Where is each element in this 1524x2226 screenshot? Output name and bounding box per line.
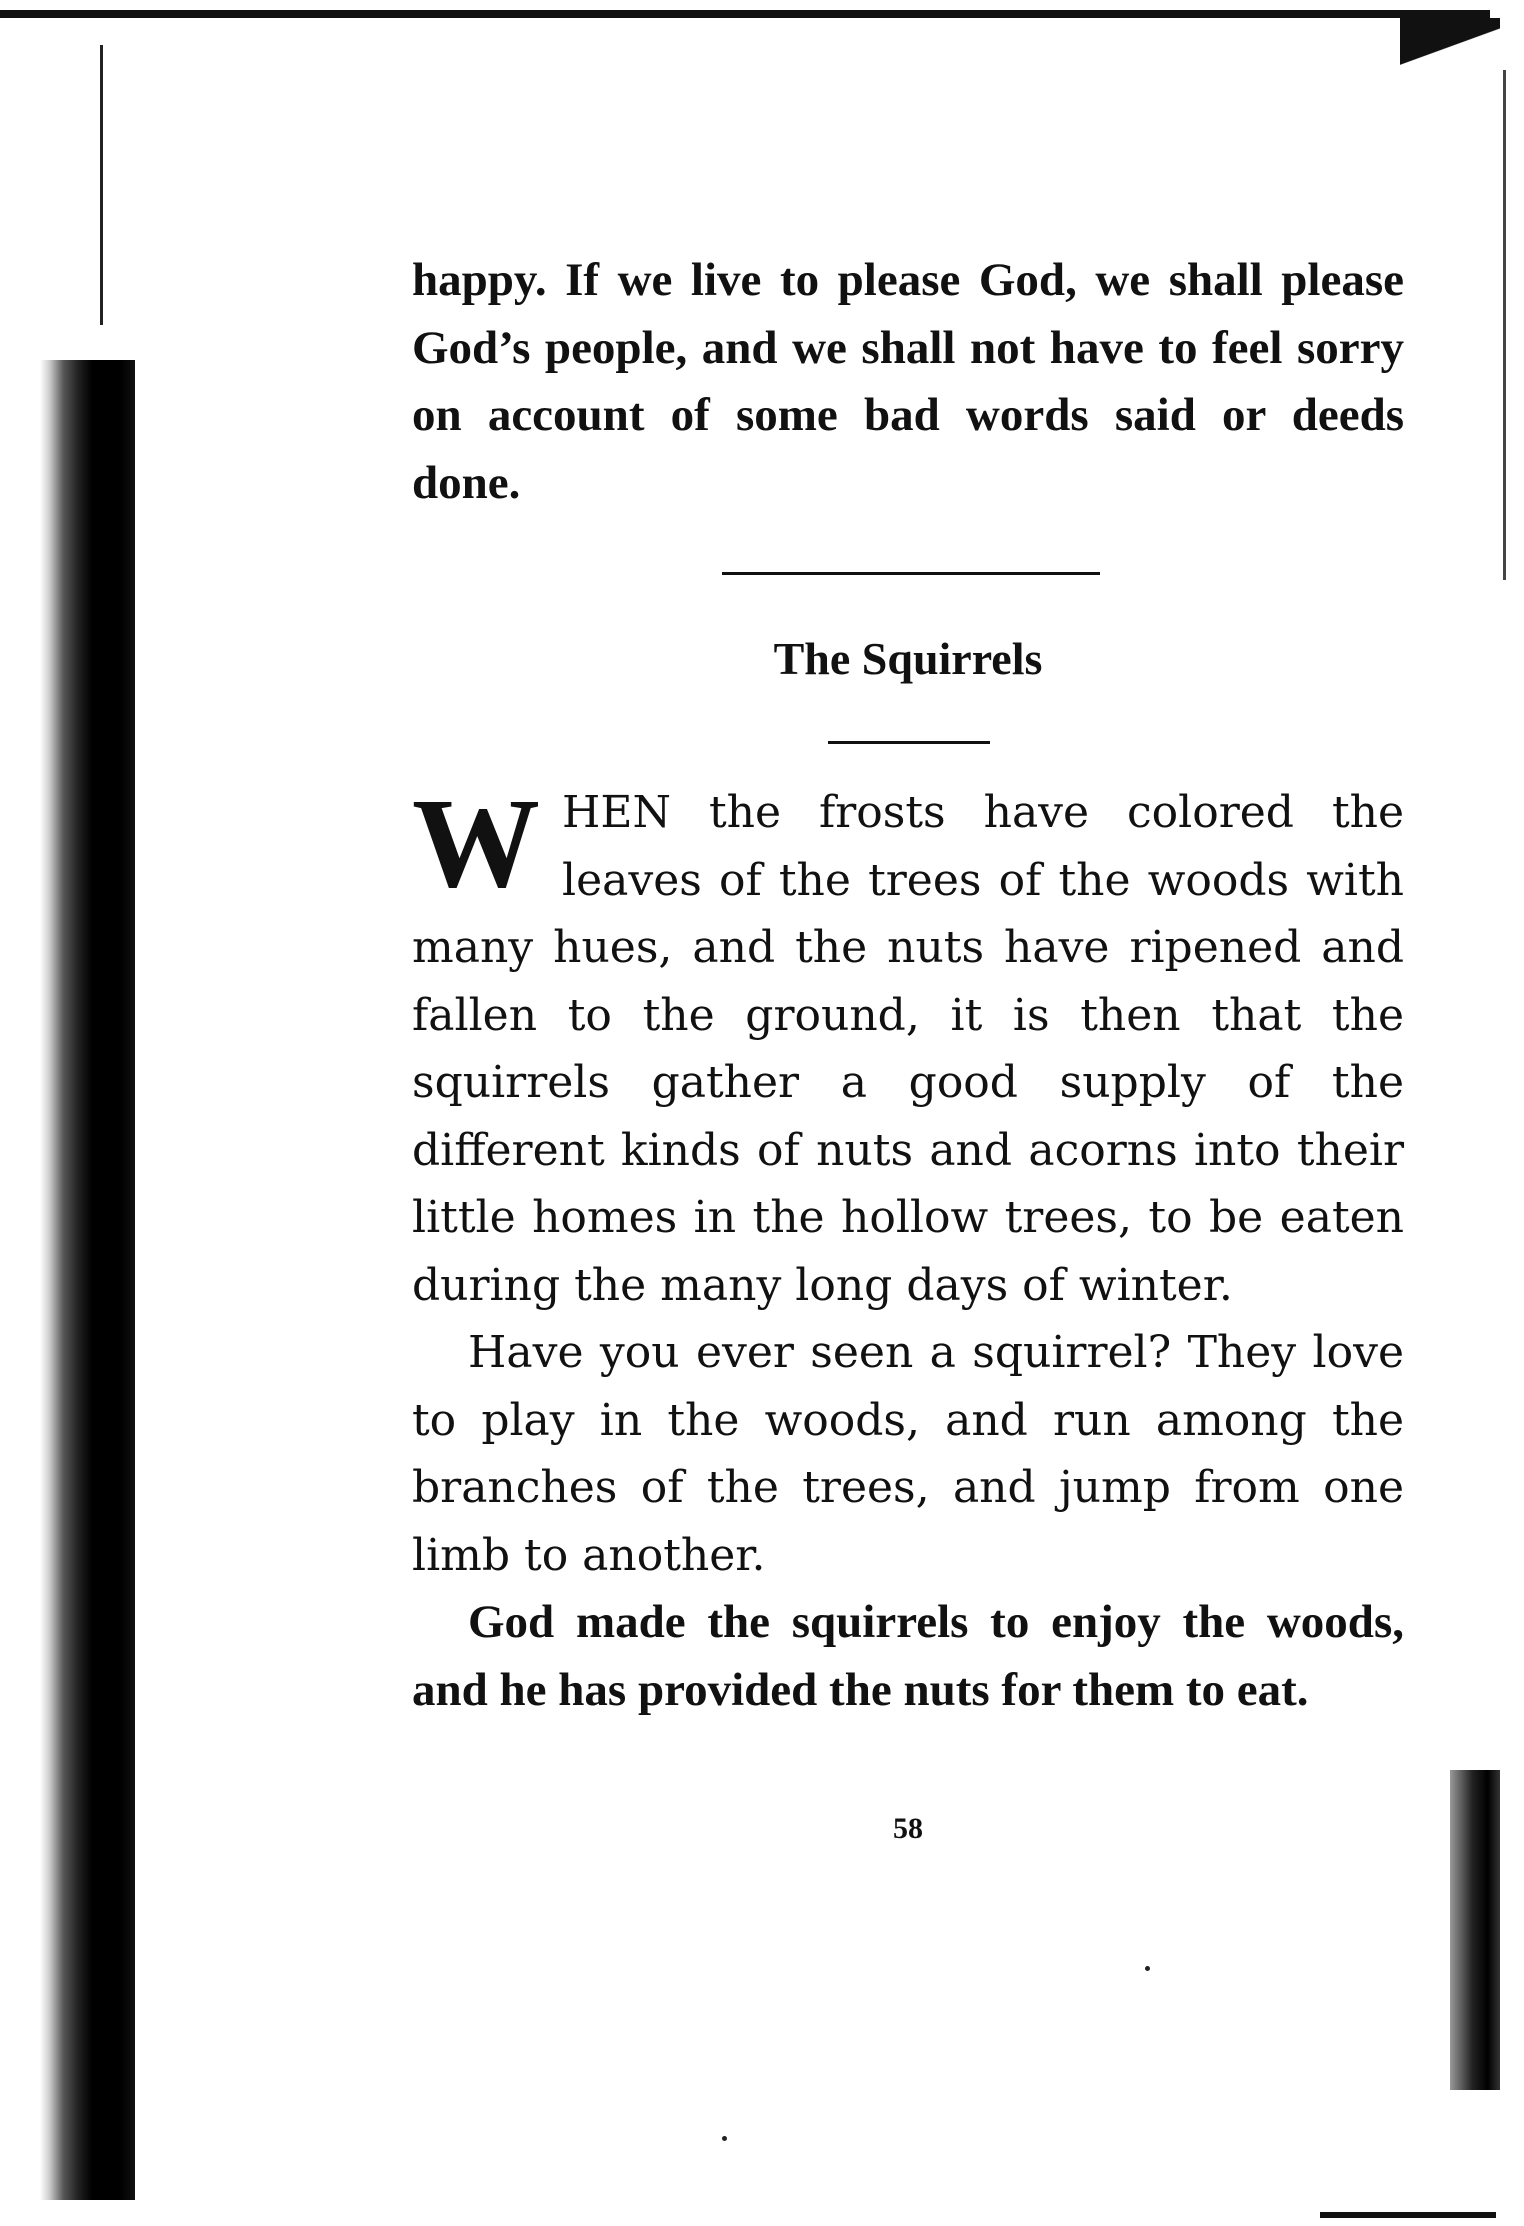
section-divider-bottom bbox=[828, 741, 990, 744]
scan-right-rule bbox=[1503, 70, 1506, 580]
story-paragraph-1 bbox=[412, 772, 1404, 1319]
scan-speck bbox=[1145, 1966, 1150, 1971]
scan-bottom-edge bbox=[1320, 2212, 1496, 2218]
scan-right-shadow bbox=[1450, 1770, 1500, 2090]
opening-paragraph-block bbox=[412, 247, 1404, 517]
section-title: The Squirrels bbox=[773, 633, 1043, 684]
scan-speck bbox=[722, 2136, 727, 2141]
story-paragraph-2: Have you ever seen a squirrel? They love to play in the woods, and run among the branches of the trees, and jump from one limb to another. bbox=[412, 1327, 1404, 1581]
story-paragraph-1-text: HEN the frosts have colored the leaves of the trees of the woods with many hues, and the nuts have ripened and fallen to the ground, it is then that the squirrels gather a good supply of the different kinds of nuts and acorns into their little homes in the hollow trees, to be eaten during the many long days of winter. bbox=[412, 787, 1404, 1311]
opening-paragraph: happy. If we live to please God, we shall please God’s people, and we shall not have to feel sorry on account of some bad words said or deeds done. bbox=[412, 254, 1404, 509]
drop-cap: W bbox=[412, 772, 540, 914]
story-paragraph-3: God made the squirrels to enjoy the woods, and he has provided the nuts for them to eat. bbox=[412, 1596, 1404, 1716]
scan-top-edge bbox=[0, 10, 1490, 18]
page-number: 58 bbox=[893, 1812, 923, 1845]
section-divider-top bbox=[722, 572, 1100, 575]
story-body bbox=[412, 772, 1404, 1724]
scan-left-rule bbox=[100, 45, 103, 325]
scan-page-corner bbox=[1400, 18, 1500, 66]
scan-binding-shadow bbox=[40, 360, 135, 2200]
